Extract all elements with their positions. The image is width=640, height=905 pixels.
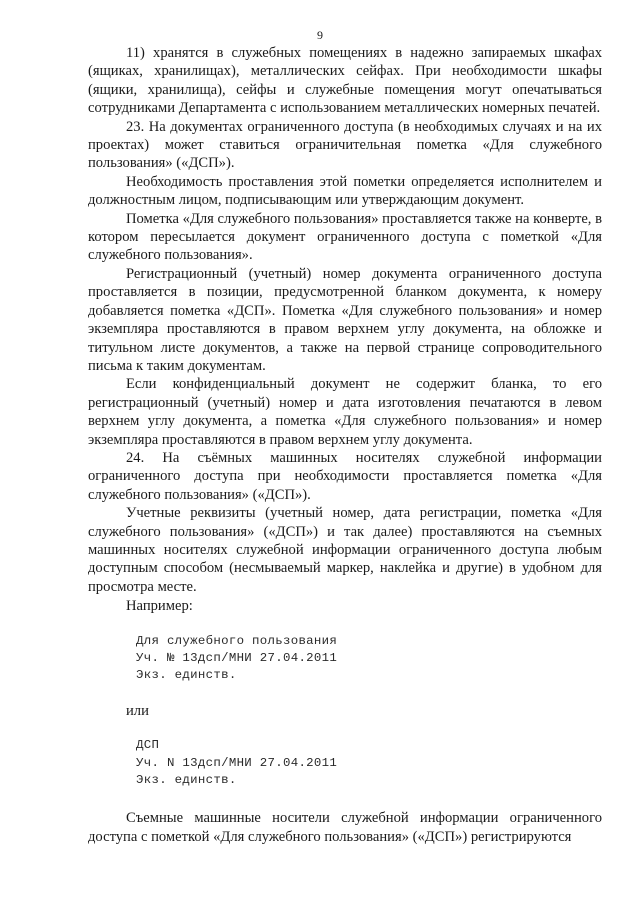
example-line: Уч. № 13дсп/МНИ 27.04.2011 — [136, 651, 338, 665]
document-body — [88, 44, 602, 846]
example-line: Экз. единств. — [136, 668, 237, 683]
example-label: Например: — [126, 598, 193, 615]
example-line: Для служебного пользования — [136, 633, 338, 648]
example-line: Уч. N 13дсп/МНИ 27.04.2011 — [136, 755, 338, 770]
paragraph-envelope: Пометка «Для служебного пользования» проставляется также на конверте, в котором пересылается документ ограниченного доступа с пометкой «Для служебного пользования». — [88, 210, 602, 264]
example-line: ДСП — [136, 738, 160, 753]
paragraph-clause-24: 24. На съёмных машинных носителях служебной информации ограниченного доступа при необходимости проставляется пометка «Для служебного пользования» («ДСП»). — [88, 449, 602, 503]
page-number: 9 — [317, 28, 323, 42]
example-marking-full — [136, 633, 602, 685]
paragraph-no-letterhead: Если конфиденциальный документ не содержит бланка, то его регистрационный (учетный) номер и дата изготовления печатаются в левом верхнем углу документа, а пометка «Для служебного пользования» и номер экземпляра проставляются в правом верхнем углу документа. — [88, 376, 602, 448]
paragraph-removable-media: Съемные машинные носители служебной информации ограниченного доступа с пометкой «Для служебного пользования» («ДСП») регистрируются — [88, 810, 602, 845]
paragraph-necessity: Необходимость проставления этой пометки определяется исполнителем и должностным лицом, подписывающим или утверждающим документ. — [88, 173, 602, 209]
paragraph-item-11: 11) хранятся в служебных помещениях в надежно запираемых шкафах (ящиках, хранилищах), металлических сейфах. При необходимости шкафы (ящики, хранилища), сейфы и служебные помещения могут опечатываться сотрудниками Департамента с использованием металлических номерных печатей. — [88, 45, 602, 117]
or-label: или — [126, 702, 149, 719]
paragraph-account-details: Учетные реквизиты (учетный номер, дата регистрации, пометка «Для служебного пользования» («ДСП») и так далее) проставляются на съемных машинных носителях служебной информации ограниченного доступа любым доступным способом (несмываемый маркер, наклейка и другие) в удобном для просмотра месте. — [88, 505, 602, 595]
paragraph-clause-23: 23. На документах ограниченного доступа (в необходимых случаях и на их проектах) может ставиться ограничительная пометка «Для служебного пользования» («ДСП»). — [88, 118, 602, 172]
example-marking-short — [136, 737, 602, 789]
paragraph-registration-number: Регистрационный (учетный) номер документа ограниченного доступа проставляется в позиции, предусмотренной бланком документа, к номеру добавляется пометка «ДСП». Пометка «Для служебного пользования» и номер экземпляра проставляются в правом верхнем углу документа, на обложке и титульном листе документов, а также на первой странице сопроводительного письма к таким документам. — [88, 265, 602, 374]
example-line: Экз. единств. — [136, 773, 237, 788]
